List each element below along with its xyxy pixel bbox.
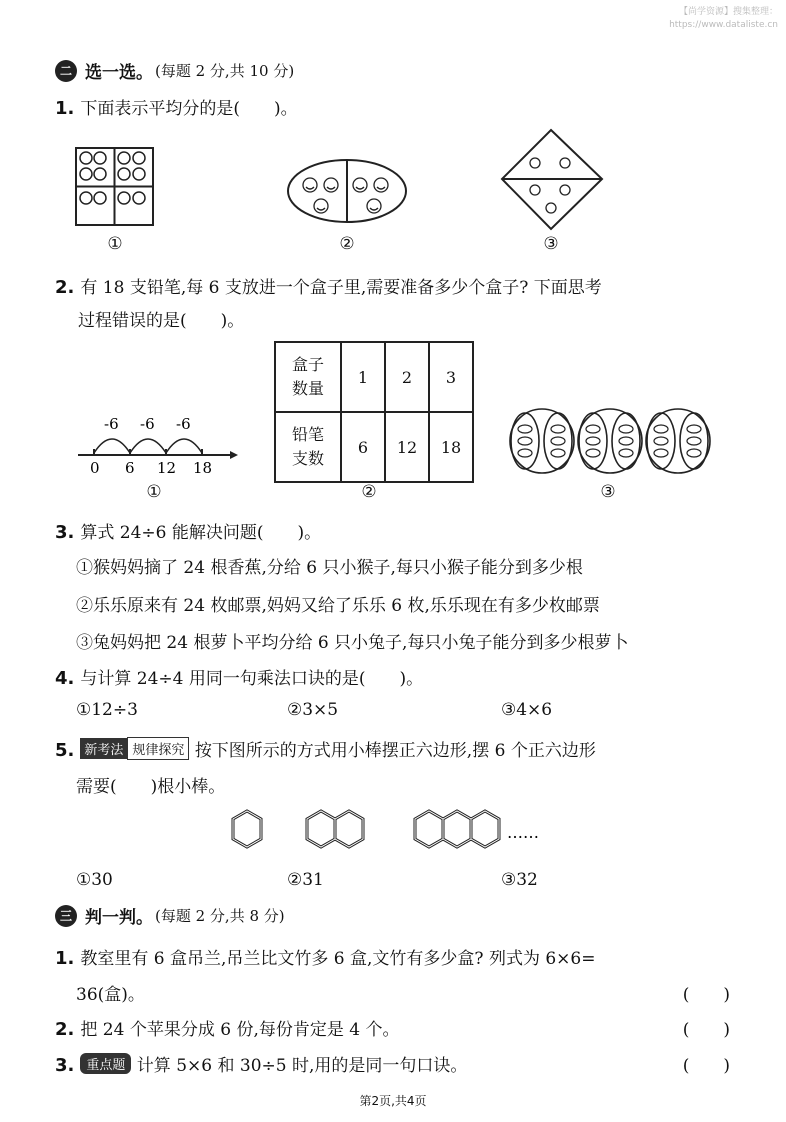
figure-label: ② <box>339 234 355 254</box>
table-cell: 18 <box>429 412 473 482</box>
figure-label: ③ <box>600 482 616 502</box>
page-footer: 第2页,共4页 <box>359 1094 427 1108</box>
figure-label: ② <box>361 482 377 502</box>
tick-label: 12 <box>157 459 177 477</box>
answer-blank[interactable]: ( ) <box>682 985 730 1005</box>
option-b: ②31 <box>287 870 324 890</box>
table-cell: 3 <box>429 342 473 412</box>
key-question-tag: 重点题 <box>80 1053 131 1074</box>
grouped-ovals-figure <box>505 405 725 477</box>
answer-blank[interactable]: ( ) <box>682 1056 730 1076</box>
option-c: ③兔妈妈把 24 根萝卜平均分给 6 只小兔子,每只小兔子能分到多少根萝卜 <box>76 633 629 653</box>
question-2: 2. 有 18 支铅笔,每 6 支放进一个盒子里,需要准备多少个盒子? 下面思考 <box>55 277 602 298</box>
box-pencil-table <box>274 341 474 483</box>
q1-figures <box>0 0 786 260</box>
question-1: 1. 下面表示平均分的是( )。 <box>55 98 298 119</box>
ellipsis-text: …… <box>507 823 539 842</box>
new-method-tag: 新考法 <box>80 738 127 759</box>
question-5-continued: 需要( )根小棒。 <box>76 777 226 797</box>
question-5: 5. 新考法 规律探究 按下图所示的方式用小棒摆正六边形,摆 6 个正六边形 <box>55 736 596 761</box>
section-title: 判一判。 <box>85 908 153 928</box>
table-cell: 2 <box>385 342 429 412</box>
tick-label: 0 <box>90 459 100 477</box>
table-cell: 1 <box>341 342 385 412</box>
table-cell: 12 <box>385 412 429 482</box>
section-title: 选一选。 <box>85 63 153 83</box>
section-header-judge <box>55 903 285 928</box>
figure-label: ③ <box>543 234 559 254</box>
judge-2: 2. 把 24 个苹果分成 6 份,每份肯定是 4 个。 <box>55 1019 400 1040</box>
table-header: 盒子 数量 <box>275 342 341 412</box>
jump-label: -6 <box>140 415 155 433</box>
number-line <box>70 405 240 480</box>
section-badge: 三 <box>55 905 77 927</box>
table-header: 铅笔 支数 <box>275 412 341 482</box>
section-note: (每题 2 分,共 8 分) <box>155 907 285 925</box>
question-3: 3. 算式 24÷6 能解决问题( )。 <box>55 522 322 543</box>
option-b: ②3×5 <box>287 700 339 720</box>
section-badge: 二 <box>55 60 77 82</box>
option-a: ①12÷3 <box>76 700 138 720</box>
ellipse-smiley-figure <box>288 160 406 222</box>
judge-1: 1. 教室里有 6 盒吊兰,吊兰比文竹多 6 盒,文竹有多少盒? 列式为 6×6= <box>55 948 596 969</box>
tick-label: 6 <box>125 459 135 477</box>
figure-label: ① <box>107 234 123 254</box>
option-b: ②乐乐原来有 24 枚邮票,妈妈又给了乐乐 6 枚,乐乐现在有多少枚邮票 <box>76 596 600 616</box>
table-cell: 6 <box>341 412 385 482</box>
diamond-sun-figure <box>502 130 602 229</box>
jump-label: -6 <box>176 415 191 433</box>
question-4: 4. 与计算 24÷4 用同一句乘法口诀的是( )。 <box>55 668 424 689</box>
judge-3: 3. 重点题 计算 5×6 和 30÷5 时,用的是同一句口诀。 <box>55 1055 468 1076</box>
pattern-tag: 规律探究 <box>127 737 189 760</box>
tick-label: 18 <box>193 459 213 477</box>
option-c: ③4×6 <box>501 700 553 720</box>
jump-label: -6 <box>104 415 119 433</box>
hexagon-sticks-figure <box>225 805 545 861</box>
grid-circles-figure <box>76 148 153 225</box>
section-note: (每题 2 分,共 10 分) <box>155 62 295 80</box>
answer-blank[interactable]: ( ) <box>682 1020 730 1040</box>
option-a: ①30 <box>76 870 113 890</box>
option-c: ③32 <box>501 870 538 890</box>
judge-1-continued: 36(盒)。 <box>76 985 145 1005</box>
option-a: ①猴妈妈摘了 24 根香蕉,分给 6 只小猴子,每只小猴子能分到多少根 <box>76 558 583 578</box>
watermark: 【尚学资源】搜集整理： https://www.dataliste.cn <box>669 7 778 30</box>
question-2-continued: 过程错误的是( )。 <box>78 311 245 331</box>
figure-label: ① <box>146 482 162 502</box>
